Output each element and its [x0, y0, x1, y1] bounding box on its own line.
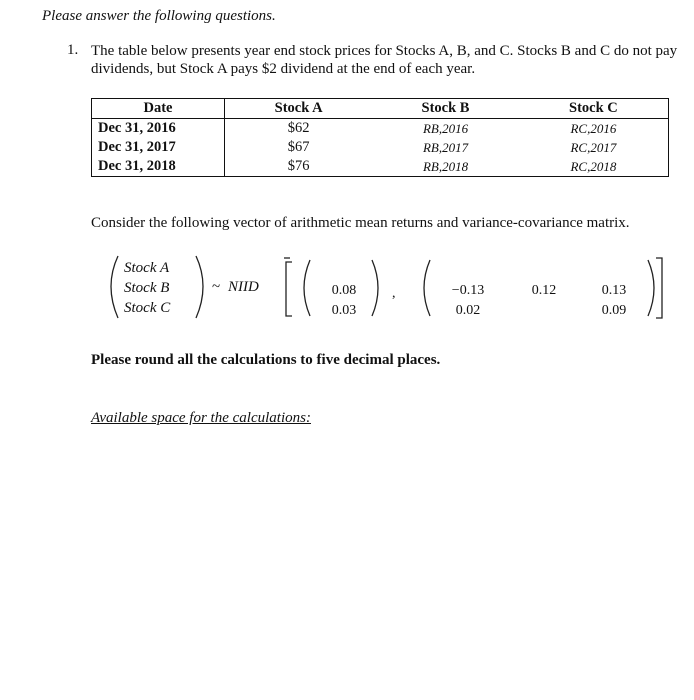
stock-a-cell: $76: [287, 158, 310, 174]
cov-value: 0.13: [601, 283, 627, 298]
niid-label: NIID: [228, 279, 259, 295]
stock-a-cell: $67: [287, 139, 310, 155]
cov-value: −0.13: [451, 283, 485, 298]
date-cell: Dec 31, 2016: [92, 119, 225, 139]
date-cell: Dec 31, 2018: [92, 157, 225, 177]
cov-value: 0.12: [531, 283, 557, 298]
vector-item: Stock A: [124, 260, 170, 276]
intro-text: Please answer the following questions.: [42, 8, 276, 24]
cov-column-1: [440, 281, 496, 321]
cov-column-2: [522, 281, 566, 301]
header-date: Date: [92, 99, 225, 119]
bracket-left: [286, 262, 292, 316]
price-table: [91, 98, 669, 177]
header-stock-b: Stock B: [372, 99, 519, 119]
cov-value: 0.09: [601, 303, 627, 318]
paren-right-cov: [648, 260, 654, 316]
paren-right-means: [372, 260, 378, 316]
vector-item: Stock C: [124, 300, 171, 316]
paren-right-vector: [196, 256, 203, 318]
paren-left-means: [304, 260, 310, 316]
table-header-row: [92, 99, 669, 119]
consider-text: Consider the following vector of arithmetic mean returns and variance-covariance matrix.: [91, 215, 630, 231]
header-stock-a: Stock A: [225, 99, 373, 119]
stock-a-cell: $62: [287, 120, 310, 136]
sim-symbol: ~: [212, 279, 221, 295]
stock-c-cell: RC,2017: [570, 140, 617, 155]
bracket-right: [656, 258, 662, 318]
cov-value: 0.02: [455, 303, 481, 318]
rounding-note: Please round all the calculations to five decimal places.: [91, 352, 441, 368]
paren-left-cov: [424, 260, 430, 316]
table-row: [92, 157, 669, 177]
stock-c-cell: RC,2016: [570, 121, 617, 136]
stock-c-cell: RC,2018: [570, 159, 617, 174]
paren-left-vector: [111, 256, 118, 318]
date-cell: Dec 31, 2017: [92, 138, 225, 157]
means-vector: [320, 281, 368, 321]
mean-value: 0.03: [331, 303, 357, 318]
stock-b-cell: RB,2018: [422, 159, 469, 174]
table-row: [92, 119, 669, 139]
cov-column-3: [592, 281, 636, 321]
table-row: [92, 138, 669, 157]
vector-item: Stock B: [124, 280, 170, 296]
separator: ,: [392, 286, 396, 301]
header-stock-c: Stock C: [519, 99, 669, 119]
stock-b-cell: RB,2016: [422, 121, 469, 136]
stock-b-cell: RB,2017: [422, 140, 469, 155]
question-number: 1.: [67, 42, 79, 58]
question-text: The table below presents year end stock prices for Stocks A, B, and C. Stocks B and C do not pay dividends, but Stock A pays $2 dividend at the end of each year.: [91, 43, 678, 77]
mean-value: 0.08: [331, 283, 357, 298]
vector-labels: [124, 258, 170, 318]
available-space-label: Available space for the calculations:: [91, 410, 311, 426]
